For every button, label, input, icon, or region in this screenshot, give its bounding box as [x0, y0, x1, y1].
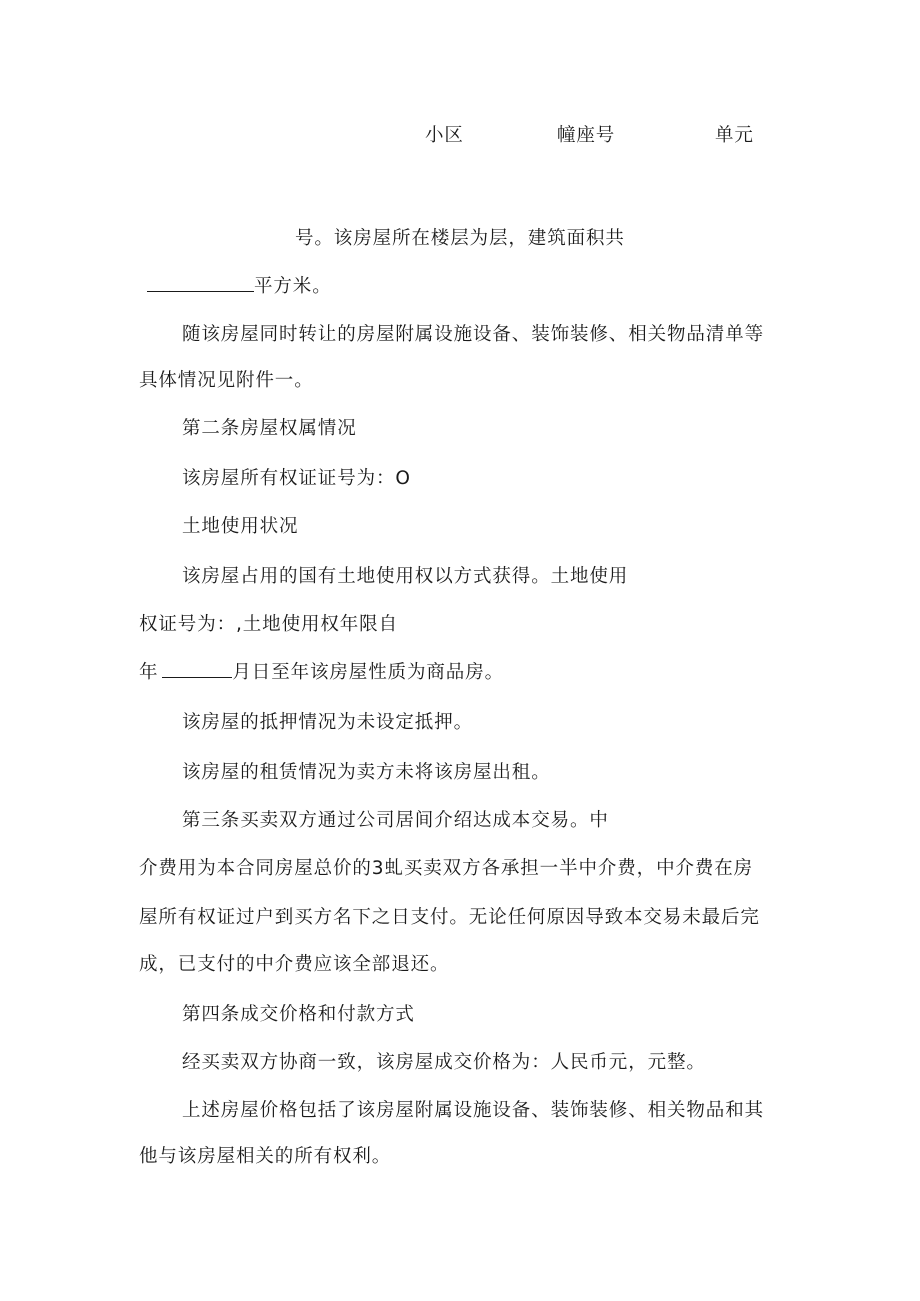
- article-3-line-1: 第三条买卖双方通过公司居间介绍达成本交易。中: [182, 810, 609, 831]
- attachment-line-1: 随该房屋同时转让的房屋附属设施设备、装饰装修、相关物品清单等: [182, 324, 765, 345]
- area-blank: [147, 275, 254, 292]
- article-3-line-2: 介费用为本合同房屋总价的3虬买卖双方各承担一半中介费，中介费在房: [139, 858, 754, 879]
- area-line: [147, 275, 332, 299]
- article-3-line-3: 屋所有权证过户到买方名下之日支付。无论任何原因导致本交易未最后完: [139, 907, 760, 928]
- price-line: 经买卖双方协商一致，该房屋成交价格为：人民币元，元整。: [182, 1052, 706, 1073]
- mortgage-line: 该房屋的抵押情况为未设定抵押。: [182, 712, 474, 733]
- lease-line: 该房屋的租赁情况为卖方未将该房屋出租。: [182, 762, 551, 783]
- ownership-certificate-line: 该房屋所有权证证号为：O: [182, 468, 411, 489]
- article-4-title: 第四条成交价格和付款方式: [182, 1004, 415, 1025]
- article-3-line-4: 成，已支付的中介费应该全部退还。: [139, 954, 450, 975]
- floor-area-line: 号。该房屋所在楼层为层，建筑面积共: [295, 228, 625, 249]
- community-label: 小区: [425, 125, 464, 146]
- land-use-line-2: 权证号为：,土地使用权年限自: [139, 614, 398, 635]
- land-use-line-1: 该房屋占用的国有土地使用权以方式获得。土地使用: [182, 566, 629, 587]
- price-inclusion-line-1: 上述房屋价格包括了该房屋附属设施设备、装饰装修、相关物品和其: [182, 1100, 765, 1121]
- land-use-year-post: 月日至年该房屋性质为商品房。: [232, 662, 505, 683]
- attachment-line-2: 具体情况见附件一。: [139, 370, 314, 391]
- land-use-title: 土地使用状况: [182, 516, 299, 537]
- land-use-blank: [162, 661, 232, 678]
- unit-label: 单元: [715, 125, 754, 146]
- price-inclusion-line-2: 他与该房屋相关的所有权利。: [139, 1146, 392, 1167]
- article-2-title: 第二条房屋权属情况: [182, 418, 357, 439]
- land-use-year-pre: 年: [139, 662, 159, 683]
- land-use-line-3: [139, 661, 504, 685]
- area-unit: 平方米。: [254, 276, 332, 297]
- building-label: 幢座号: [557, 125, 616, 146]
